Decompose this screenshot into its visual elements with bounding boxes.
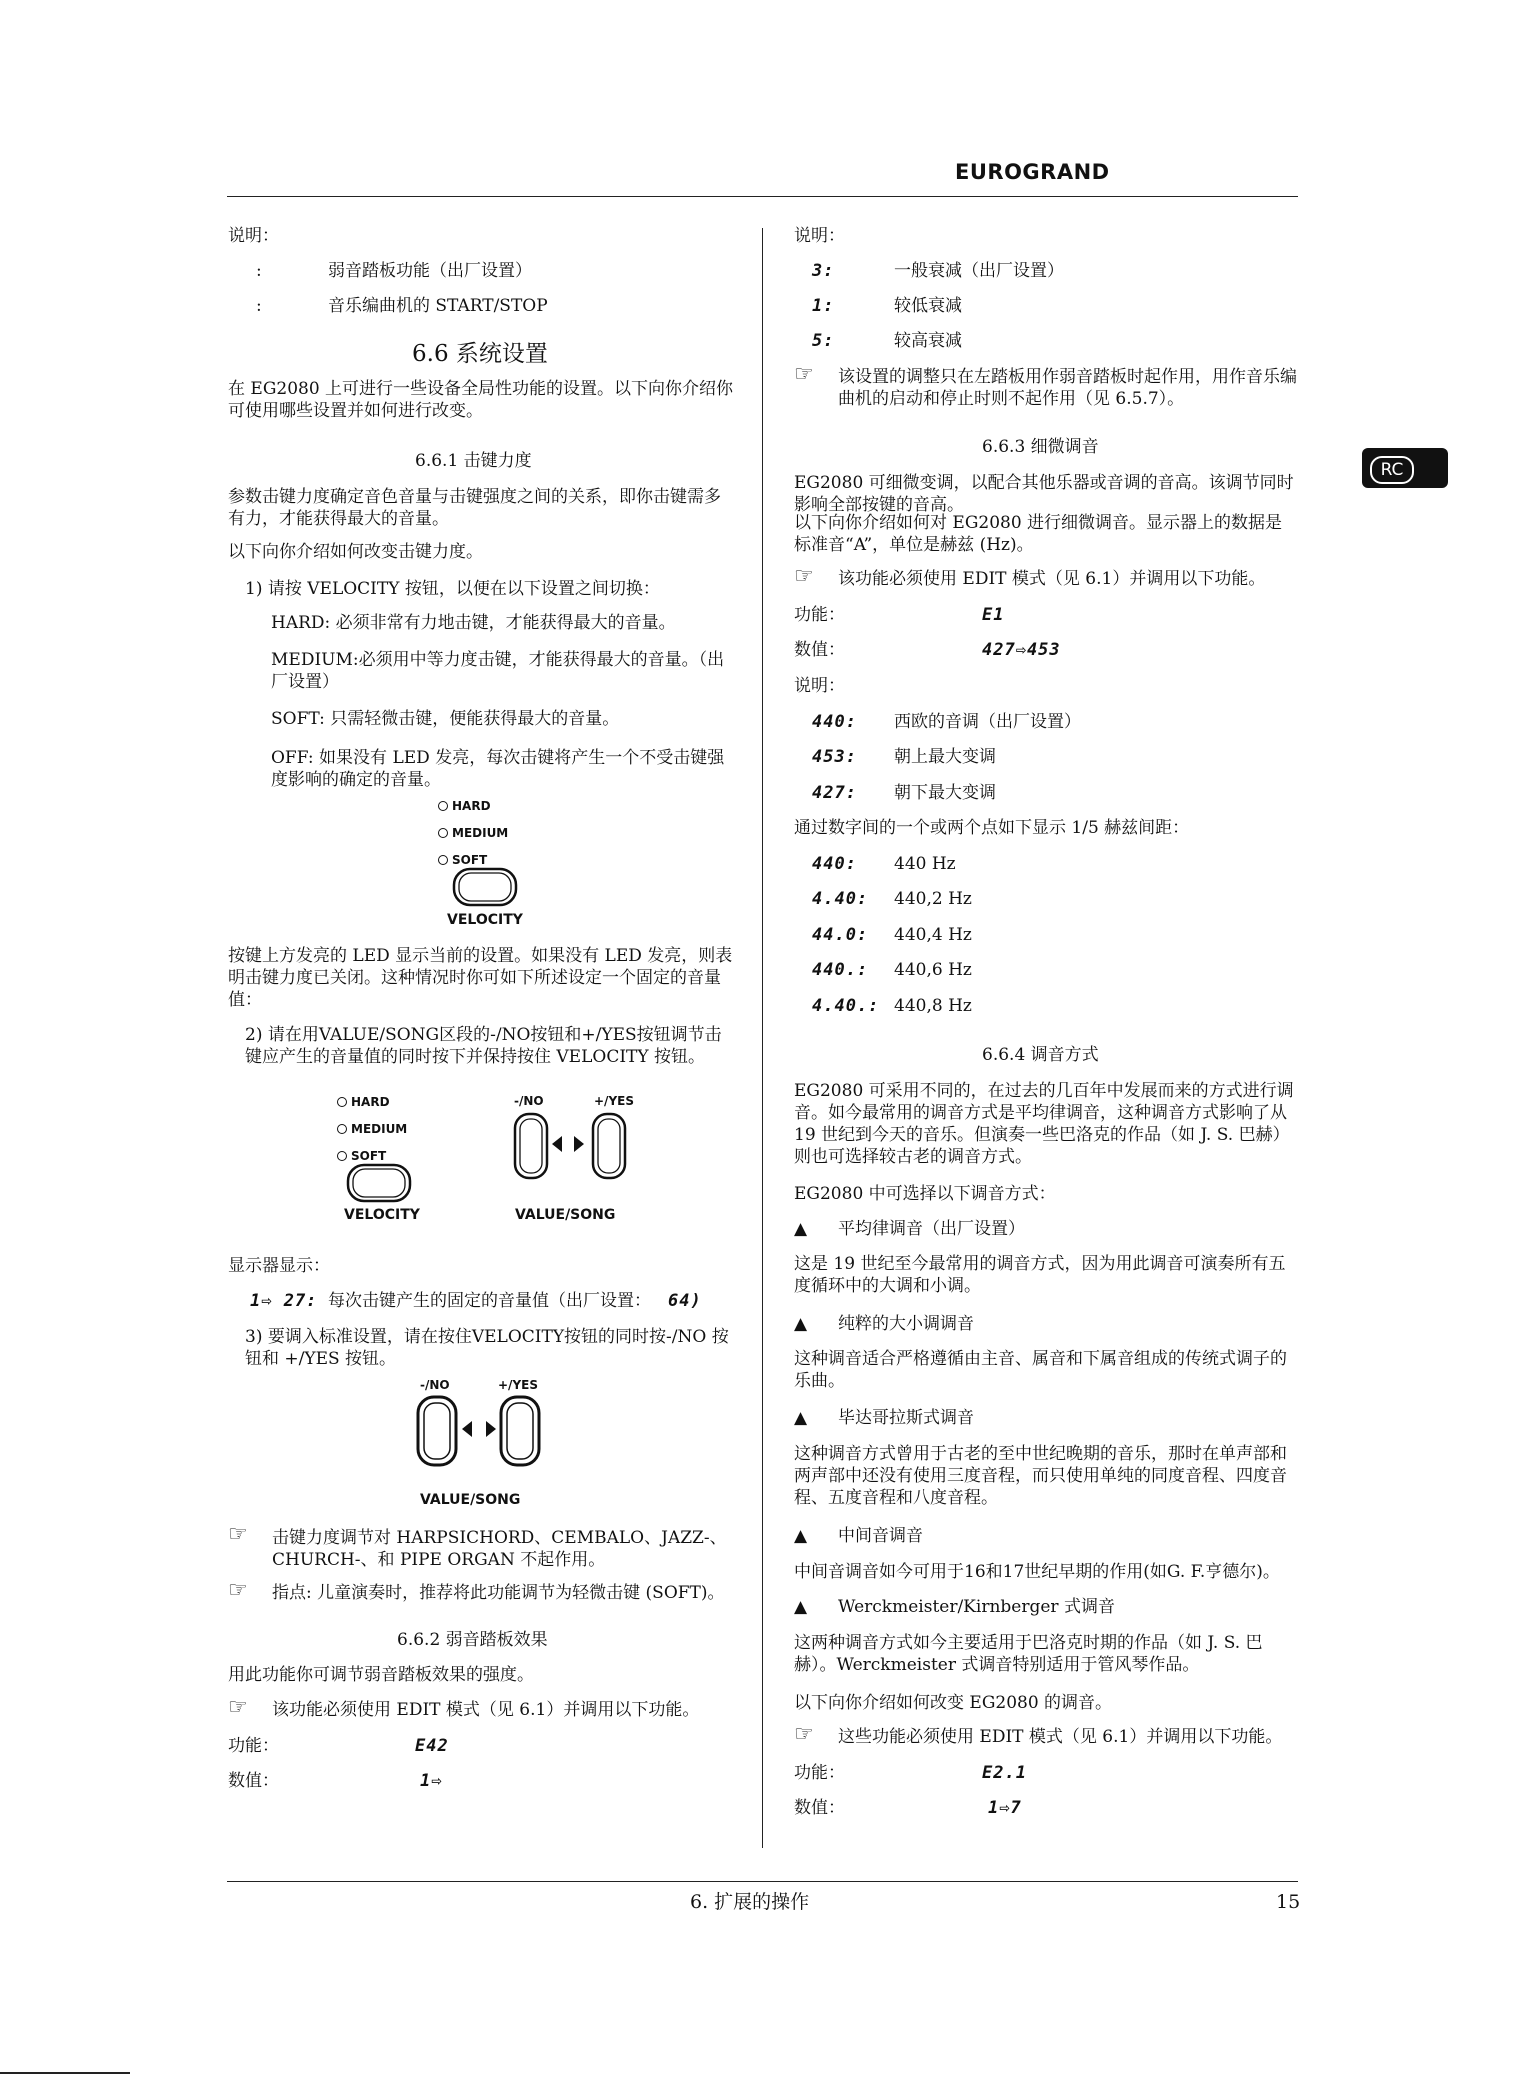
- function-label: 功能：: [794, 605, 845, 625]
- mode-title: Werckmeister/Kirnberger 式调音: [838, 1597, 1115, 1617]
- plus-button-label: +/YES: [498, 1378, 538, 1392]
- mode-title: 毕达哥拉斯式调音: [838, 1408, 974, 1428]
- minus-button[interactable]: [415, 1395, 459, 1467]
- plus-button-label: +/YES: [594, 1094, 634, 1108]
- velocity-button-label: VELOCITY: [447, 912, 523, 928]
- desc-row-code: 427:: [812, 783, 857, 803]
- led-medium: [438, 825, 508, 841]
- description-label: 说明：: [794, 226, 845, 246]
- hz-row-text: 440,6 Hz: [894, 960, 972, 980]
- function-code: E42: [415, 1736, 449, 1756]
- subsection-title: 6.6.1 击键力度: [415, 451, 532, 471]
- subsection-title: 6.6.4 调音方式: [982, 1045, 1099, 1065]
- velocity-button-label: VELOCITY: [344, 1207, 420, 1223]
- paragraph: 用此功能你可调节弱音踏板效果的强度。: [228, 1665, 534, 1685]
- mode-title: 纯粹的大小调调音: [838, 1314, 974, 1334]
- desc-row-code: 440:: [812, 712, 857, 732]
- desc-row-text: 音乐编曲机的 START/STOP: [328, 296, 548, 316]
- led-label: SOFT: [452, 853, 488, 867]
- desc-row-text: 朝下最大变调: [894, 783, 996, 803]
- led-icon: [438, 828, 448, 838]
- option-hard: HARD: 必须非常有力地击键，才能获得最大的音量。: [271, 613, 676, 633]
- note: 该功能必须使用 EDIT 模式（见 6.1）并调用以下功能。: [272, 1700, 700, 1720]
- hand-pointer-icon: ☞: [228, 1695, 248, 1720]
- triangle-bullet-icon: ▲: [794, 1219, 808, 1239]
- desc-row-text: 一般衰减（出厂设置）: [894, 261, 1064, 281]
- column-divider: [762, 228, 763, 1848]
- desc-row-code: 453:: [812, 747, 857, 767]
- mode-text: 这种调音方式曾用于古老的至中世纪晚期的音乐，那时在单声部和两声部中还没有使用三度音程，而只使用单纯的同度音程、四度音程、五度音程和八度音程。: [794, 1444, 1287, 1508]
- hand-pointer-icon: ☞: [228, 1522, 248, 1547]
- hz-row-text: 440,4 Hz: [894, 925, 972, 945]
- hand-pointer-icon: ☞: [794, 362, 814, 387]
- hz-row-text: 440,2 Hz: [894, 889, 972, 909]
- hz-row-code: 440:: [812, 854, 857, 874]
- hand-pointer-icon: ☞: [794, 564, 814, 589]
- velocity-button[interactable]: [346, 1162, 412, 1204]
- subsection-title: 6.6.2 弱音踏板效果: [397, 1630, 548, 1650]
- hand-pointer-icon: ☞: [794, 1722, 814, 1747]
- triangle-bullet-icon: ▲: [794, 1408, 808, 1428]
- description-label: 说明：: [228, 226, 279, 246]
- step-2: 2) 请在用VALUE/SONG区段的-/NO按钮和+/YES按钮调节击键应产生的音量值的同时按下并保持按住 VELOCITY 按钮。: [245, 1025, 722, 1067]
- note: 指点: 儿童演奏时，推荐将此功能调节为轻微击键 (SOFT)。: [272, 1583, 725, 1603]
- led-label: HARD: [351, 1095, 390, 1109]
- page-number: 15: [1276, 1891, 1301, 1913]
- paragraph: EG2080 可采用不同的，在过去的几百年中发展而来的方式进行调音。如今最常用的调音方式是平均律调音，这种调音方式影响了从 19 世纪到今天的音乐。但演奏一些巴洛克的作品（如 J. S. 巴赫）则也可选择较古老的调音方式。: [794, 1081, 1294, 1167]
- desc-row-code: 5:: [812, 331, 835, 351]
- led-icon: [438, 801, 448, 811]
- minus-button-label: -/NO: [514, 1094, 544, 1108]
- desc-row-text: 较低衰减: [894, 296, 962, 316]
- mode-text: 这是 19 世纪至今最常用的调音方式，因为用此调音可演奏所有五度循环中的大调和小调。: [794, 1254, 1286, 1296]
- paragraph: 以下向你介绍如何改变击键力度。: [228, 542, 483, 562]
- desc-row-code: 1:: [812, 296, 835, 316]
- brand-logo: EUROGRAND: [955, 160, 1110, 184]
- section-title: 6.6 系统设置: [412, 341, 548, 367]
- value-code: 427⇨453: [982, 640, 1061, 660]
- value-code: 1⇨: [420, 1771, 443, 1791]
- footer-rule: [227, 1881, 1298, 1882]
- function-code: E2.1: [982, 1763, 1027, 1783]
- desc-row-text: 西欧的音调（出厂设置）: [894, 712, 1081, 732]
- display-code: 1⇨ 27:: [250, 1291, 318, 1311]
- mode-title: 平均律调音（出厂设置）: [838, 1219, 1025, 1239]
- desc-row-text: 较高衰减: [894, 331, 962, 351]
- paragraph: 以下向你介绍如何改变 EG2080 的调音。: [794, 1693, 1113, 1713]
- led-icon: [337, 1097, 347, 1107]
- language-tab-label: RC: [1370, 456, 1414, 484]
- hz-row-code: 440.:: [812, 960, 869, 980]
- arrow-left-icon: [551, 1136, 563, 1152]
- hz-row-code: 44.0:: [812, 925, 869, 945]
- led-label: HARD: [452, 799, 491, 813]
- mode-title: 中间音调音: [838, 1526, 923, 1546]
- arrow-right-icon: [485, 1421, 497, 1437]
- subsection-title: 6.6.3 细微调音: [982, 437, 1099, 457]
- value-label: 数值：: [228, 1771, 279, 1791]
- step-1: 1) 请按 VELOCITY 按钮，以便在以下设置之间切换：: [245, 579, 660, 599]
- led-label: MEDIUM: [351, 1122, 408, 1136]
- description-label: 说明：: [794, 676, 845, 696]
- option-medium: MEDIUM:必须用中等力度击键，才能获得最大的音量。（出厂设置）: [271, 650, 725, 692]
- led-hard: [337, 1094, 390, 1110]
- paragraph: 通过数字间的一个或两个点如下显示 1/5 赫兹间距：: [794, 818, 1190, 838]
- function-label: 功能：: [228, 1736, 279, 1756]
- plus-button[interactable]: [498, 1395, 542, 1467]
- led-medium: [337, 1121, 407, 1137]
- mode-text: 中间音调音如今可用于16和17世纪早期的作用(如G. F.亨德尔)。: [794, 1562, 1280, 1582]
- value-song-label: VALUE/SONG: [515, 1207, 616, 1223]
- note: 该设置的调整只在左踏板用作弱音踏板时起作用，用作音乐编曲机的启动和停止时则不起作用（见 6.5.7）。: [838, 367, 1297, 409]
- triangle-bullet-icon: ▲: [794, 1597, 808, 1617]
- hz-row-text: 440,8 Hz: [894, 996, 972, 1016]
- velocity-button[interactable]: [452, 866, 518, 908]
- led-icon: [337, 1151, 347, 1161]
- led-hard: [438, 798, 491, 814]
- hand-pointer-icon: ☞: [228, 1578, 248, 1603]
- note: 该功能必须使用 EDIT 模式（见 6.1）并调用以下功能。: [838, 569, 1266, 589]
- note: 这些功能必须使用 EDIT 模式（见 6.1）并调用以下功能。: [838, 1727, 1283, 1747]
- plus-button[interactable]: [590, 1112, 628, 1180]
- paragraph: 按键上方发亮的 LED 显示当前的设置。如果没有 LED 发亮，则表明击键力度已关闭。这种情况时你可如下所述设定一个固定的音量值：: [228, 946, 733, 1010]
- arrow-left-icon: [461, 1421, 473, 1437]
- function-label: 功能：: [794, 1763, 845, 1783]
- triangle-bullet-icon: ▲: [794, 1314, 808, 1334]
- display-label: 显示器显示：: [228, 1256, 330, 1276]
- minus-button[interactable]: [512, 1112, 550, 1180]
- hz-row-text: 440 Hz: [894, 854, 956, 874]
- led-icon: [337, 1124, 347, 1134]
- paragraph: EG2080 可细微变调，以配合其他乐器或音调的音高。该调节同时影响全部按键的音高。: [794, 473, 1294, 515]
- value-code: 1⇨7: [988, 1798, 1022, 1818]
- step-3: 3) 要调入标准设置，请在按住VELOCITY按钮的同时按-/NO 按钮和 +/YES 按钮。: [245, 1327, 729, 1369]
- option-soft: SOFT: 只需轻微击键，便能获得最大的音量。: [271, 709, 620, 729]
- minus-button-label: -/NO: [420, 1378, 450, 1392]
- mode-text: 这种调音适合严格遵循由主音、属音和下属音组成的传统式调子的乐曲。: [794, 1349, 1287, 1391]
- arrow-right-icon: [573, 1136, 585, 1152]
- hz-row-code: 4.40.:: [812, 996, 880, 1016]
- header-rule: [227, 196, 1298, 197]
- value-song-label: VALUE/SONG: [420, 1492, 521, 1508]
- option-off: OFF: 如果没有 LED 发亮，每次击键将产生一个不受击键强度影响的确定的音量。: [271, 748, 725, 790]
- desc-row-code: :: [256, 296, 262, 316]
- led-label: SOFT: [351, 1149, 387, 1163]
- value-label: 数值：: [794, 640, 845, 660]
- paragraph: 以下向你介绍如何对 EG2080 进行细微调音。显示器上的数据是标准音“A”，单位是赫兹 (Hz)。: [794, 513, 1283, 555]
- function-code: E1: [982, 605, 1005, 625]
- led-label: MEDIUM: [452, 826, 509, 840]
- section-intro: 在 EG2080 上可进行一些设备全局性功能的设置。以下向你介绍你可使用哪些设置并如何进行改变。: [228, 379, 734, 421]
- display-default: 64): [668, 1291, 702, 1311]
- desc-row-text: 朝上最大变调: [894, 747, 996, 767]
- desc-row-text: 弱音踏板功能（出厂设置）: [328, 261, 532, 281]
- paragraph: EG2080 中可选择以下调音方式：: [794, 1184, 1056, 1204]
- hz-row-code: 4.40:: [812, 889, 869, 909]
- desc-row-code: 3:: [812, 261, 835, 281]
- footer-chapter: 6. 扩展的操作: [690, 1891, 810, 1913]
- value-label: 数值：: [794, 1798, 845, 1818]
- mode-text: 这两种调音方式如今主要适用于巴洛克时期的作品（如 J. S. 巴赫）。Werckmeister 式调音特别适用于管风琴作品。: [794, 1633, 1263, 1675]
- desc-row-code: :: [256, 261, 262, 281]
- display-text: 每次击键产生的固定的音量值（出厂设置：: [328, 1291, 651, 1311]
- led-icon: [438, 855, 448, 865]
- triangle-bullet-icon: ▲: [794, 1526, 808, 1546]
- note: 击键力度调节对 HARPSICHORD、CEMBALO、JAZZ-、CHURCH-、和 PIPE ORGAN 不起作用。: [272, 1528, 727, 1570]
- paragraph: 参数击键力度确定音色音量与击键强度之间的关系，即你击键需多有力，才能获得最大的音量。: [228, 487, 721, 529]
